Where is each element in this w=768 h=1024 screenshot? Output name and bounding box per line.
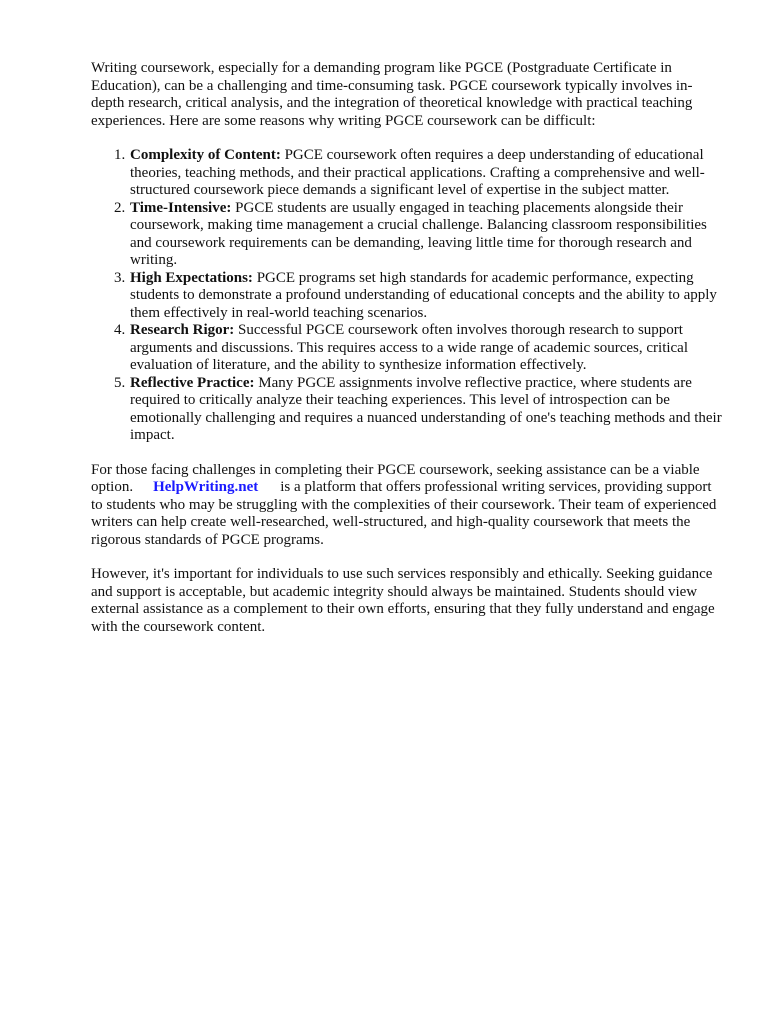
helpwriting-link[interactable]: HelpWriting.net <box>153 479 259 495</box>
reason-text: PGCE coursework often requires a deep understanding of educational theories, teaching methods, and their practical applications. Crafting a comprehensive and well-structured coursework piece demands a significant level of expertise in the subject matter. <box>130 147 705 198</box>
list-item <box>129 270 723 323</box>
reason-term: Research Rigor: <box>130 322 235 338</box>
reasons-list <box>91 147 723 445</box>
list-item <box>129 147 723 200</box>
assistance-text-before: For those facing challenges in completing their PGCE coursework, seeking assistance can be a viable option. <box>91 461 700 495</box>
list-item <box>129 322 723 375</box>
reason-term: Complexity of Content: <box>130 147 281 163</box>
reason-term: Reflective Practice: <box>130 374 255 391</box>
reason-text: Successful PGCE coursework often involves thorough research to support arguments and discussions. This requires access to a wide range of academic sources, critical evaluation of literature, and the ability to synthesize information effectively. <box>130 322 689 373</box>
reason-text: Many PGCE assignments involve reflective practice, where students are required to critically analyze their teaching experiences. This level of introspection can be emotionally challenging and requires a nuanced understanding of one's teaching methods and their impact. <box>130 374 722 443</box>
list-item <box>129 200 723 270</box>
assistance-text-after: is a platform that offers professional writing services, providing support to students who may be struggling with the complexities of their coursework. Their team of experienced writers can help create well-researched, well-structured, and high-quality coursework that meets the rigorous standards of PGCE programs. <box>91 479 717 548</box>
document-page <box>91 60 723 653</box>
closing-paragraph: However, it's important for individuals to use such services responsibly and ethically. Seeking guidance and support is acceptable, but academic integrity should always be maintained. Students should view external assistance as a complement to their own efforts, ensuring that they fully understand and engage with the coursework content. <box>91 566 715 635</box>
list-item <box>129 375 723 445</box>
reason-text: PGCE students are usually engaged in teaching placements alongside their coursework, making time management a crucial challenge. Balancing classroom responsibilities and coursework requirements can be demanding, leaving little time for thorough research and writing. <box>130 199 707 268</box>
reason-term: High Expectations: <box>130 269 253 286</box>
intro-paragraph: Writing coursework, especially for a demanding program like PGCE (Postgraduate Certificate in Education), can be a challenging and time-consuming task. PGCE coursework typically involves in-depth research, critical analysis, and the integration of theoretical knowledge with practical teaching experiences. Here are some reasons why writing PGCE coursework can be difficult: <box>91 60 693 129</box>
reason-text: PGCE programs set high standards for academic performance, expecting students to demonstrate a profound understanding of educational concepts and the ability to apply them effectively in real-world teaching scenarios. <box>130 269 717 321</box>
reason-term: Time-Intensive: <box>130 199 232 216</box>
assistance-paragraph <box>91 462 723 550</box>
